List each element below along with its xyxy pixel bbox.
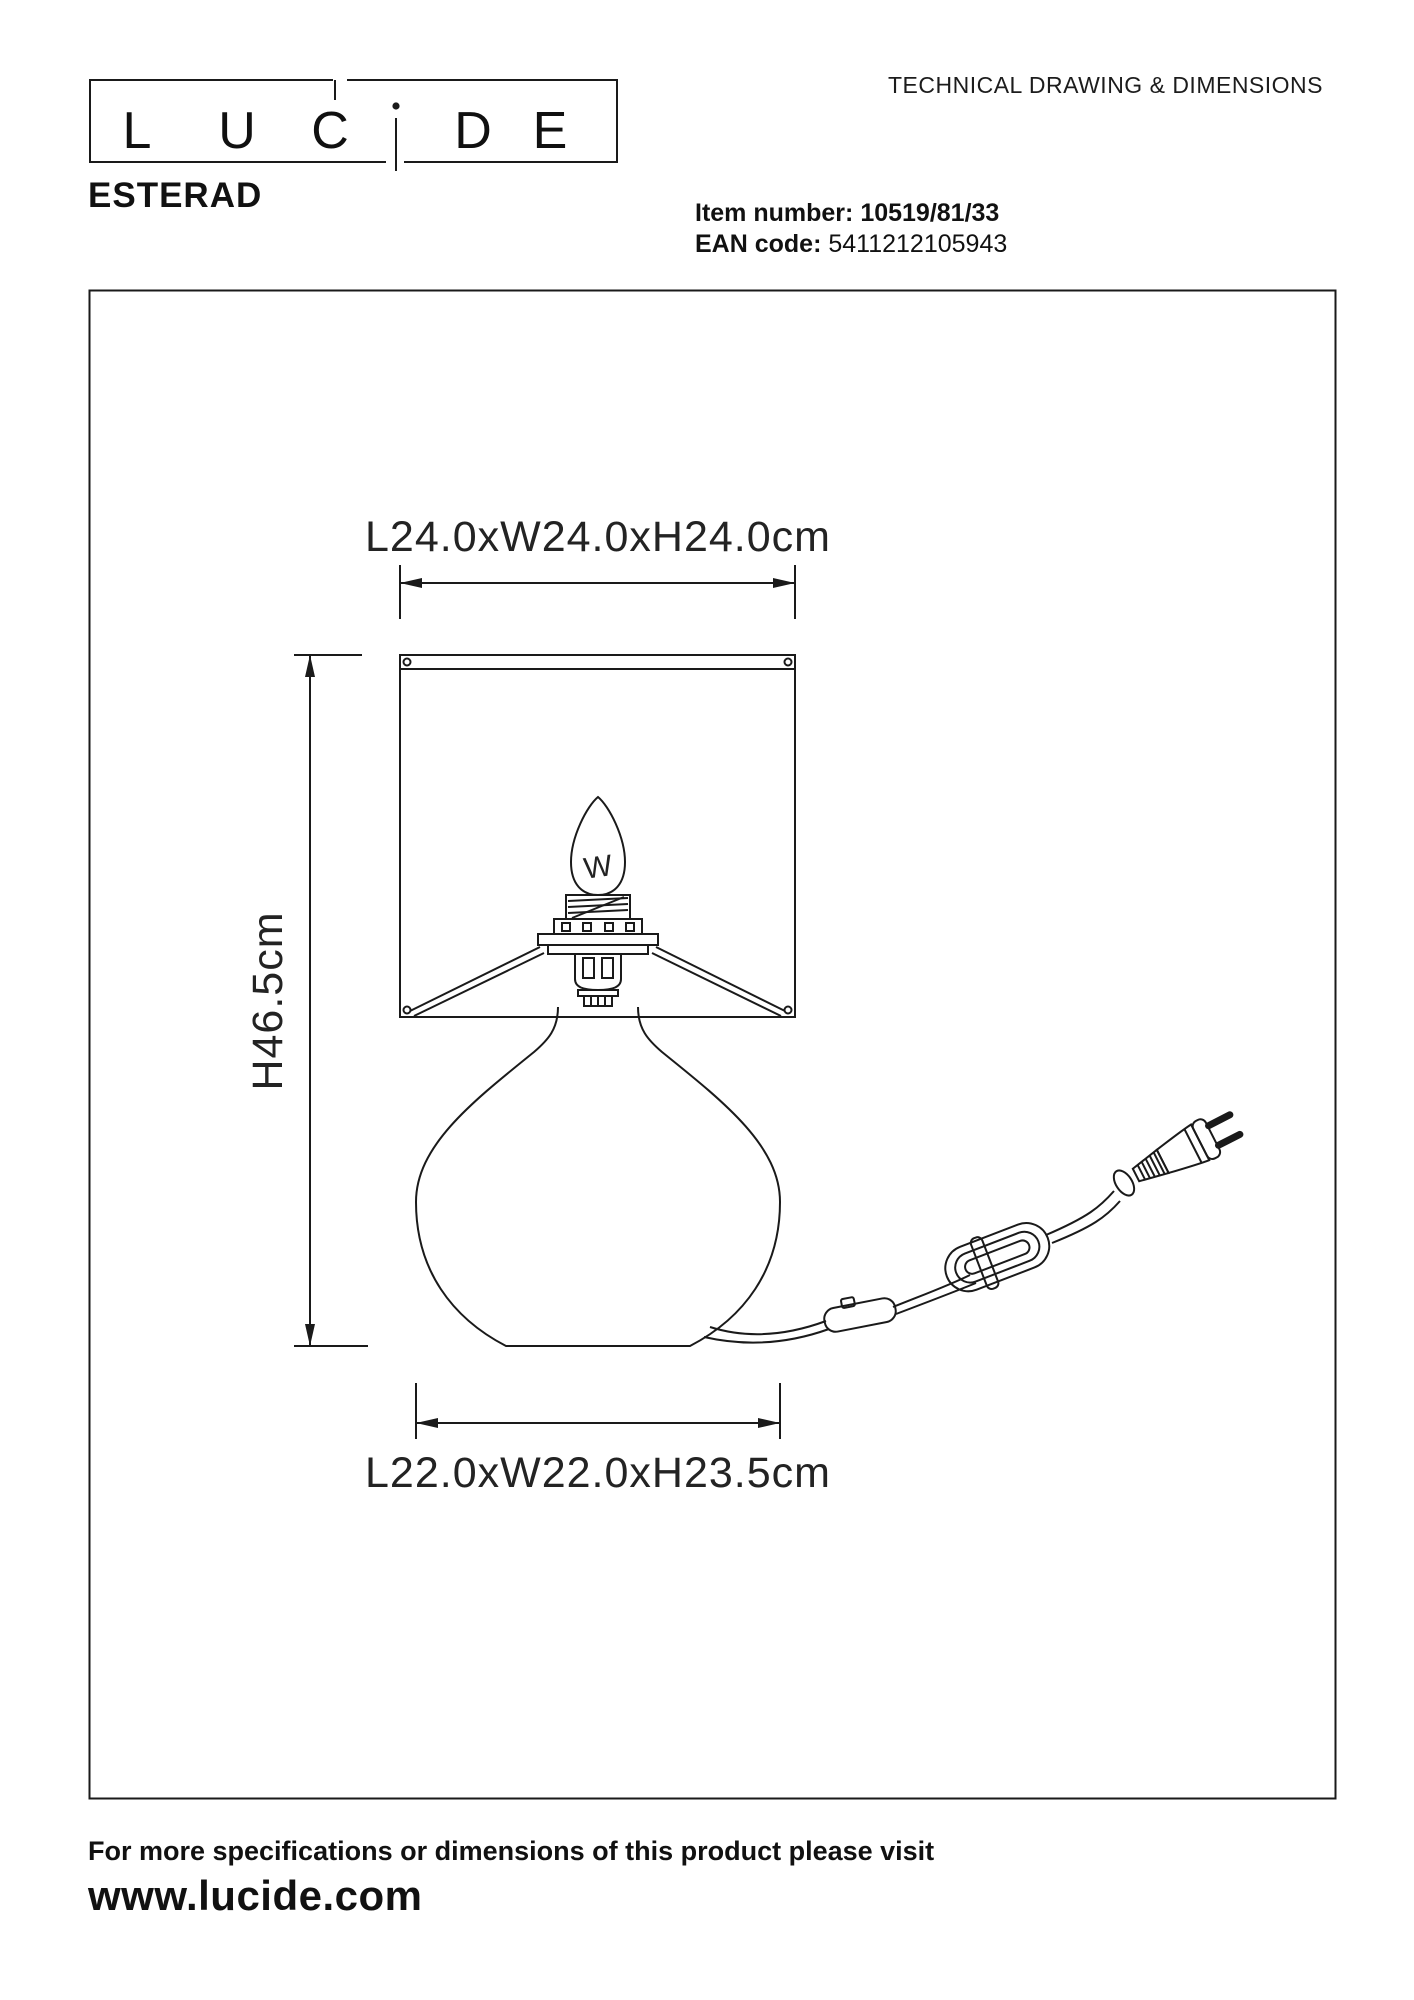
product-name: ESTERAD: [88, 176, 263, 215]
plug-pins: [1209, 1115, 1240, 1145]
technical-drawing: [88, 289, 1337, 1800]
ean-code-row: [695, 229, 1007, 260]
lucide-logo: [88, 78, 620, 178]
lamp-socket: [538, 895, 658, 1006]
ean-code-value: 5411212105943: [828, 230, 1008, 258]
base-dimension-label: L22.0xW22.0xH23.5cm: [365, 1449, 831, 1497]
product-codes: [695, 198, 1007, 260]
shade-dimension-label: L24.0xW24.0xH24.0cm: [365, 513, 831, 561]
item-number-label: Item number:: [695, 199, 854, 227]
lamp-base: [416, 1007, 780, 1346]
footer-note: For more specifications or dimensions of this product please visit: [88, 1836, 935, 1866]
bulb-wattage-mark: W: [581, 849, 615, 886]
power-plug: [1126, 1106, 1244, 1194]
logo-letter-c: C: [311, 102, 349, 160]
candle-bulb: [571, 797, 625, 895]
item-number-row: [695, 198, 1007, 229]
website-url: www.lucide.com: [88, 1872, 423, 1919]
item-number-value: 10519/81/33: [860, 199, 1000, 227]
logo-letter-d: D: [454, 102, 492, 160]
page-title: TECHNICAL DRAWING & DIMENSIONS: [888, 72, 1323, 98]
logo-letter-e: E: [532, 102, 568, 160]
height-dimension: [244, 655, 368, 1346]
logo-letter-i: [392, 102, 399, 171]
inline-switch: [821, 1289, 898, 1333]
logo-letter-l: L: [122, 102, 152, 160]
logo-letter-u: U: [218, 102, 256, 160]
shade-dimension: [365, 513, 831, 619]
power-cord: [704, 1106, 1244, 1343]
height-dimension-label: H46.5cm: [244, 911, 292, 1091]
lamp-shade: [400, 655, 795, 1017]
ean-code-label: EAN code:: [695, 230, 822, 258]
cord-coil: [938, 1214, 1058, 1303]
base-dimension: [365, 1383, 831, 1497]
